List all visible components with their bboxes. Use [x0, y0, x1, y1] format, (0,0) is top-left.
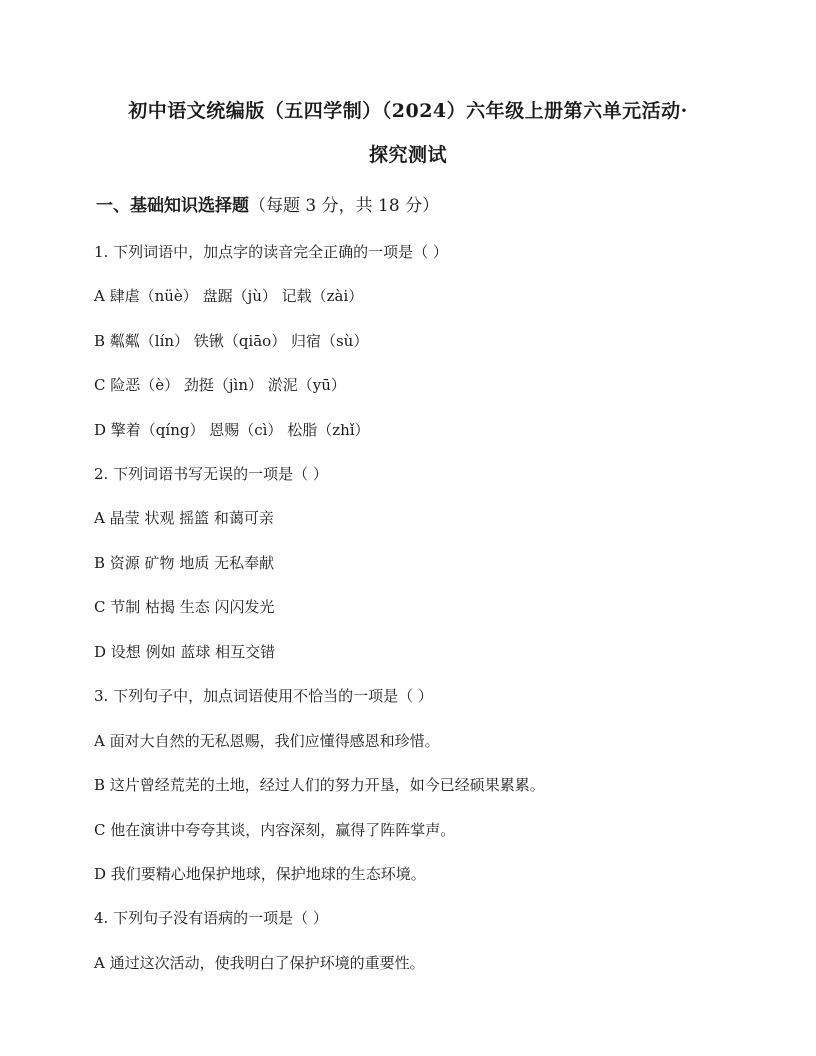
section-heading-note: （每题 3 分，共 18 分）	[249, 196, 440, 216]
question-2-option-b: B 资源 矿物 地质 无私奉献	[94, 554, 275, 572]
document-title-line-2: 探究测试	[368, 144, 447, 166]
question-1-option-d: D 擎着（qíng） 恩赐（cì） 松脂（zhǐ）	[94, 421, 370, 439]
section-heading	[96, 191, 439, 216]
question-3-option-b: B 这片曾经荒芜的土地，经过人们的努力开垦，如今已经硕果累累。	[94, 776, 545, 794]
question-3-option-d: D 我们要精心地保护地球，保护地球的生态环境。	[94, 865, 426, 883]
document-title-line-1: 初中语文统编版（五四学制）（2024）六年级上册第六单元活动·	[128, 100, 688, 122]
question-3-option-c: C 他在演讲中夸夸其谈，内容深刻，赢得了阵阵掌声。	[94, 821, 456, 839]
question-2-stem: 2. 下列词语书写无误的一项是（ ）	[94, 465, 328, 483]
question-3-option-a: A 面对大自然的无私恩赐，我们应懂得感恩和珍惜。	[94, 732, 440, 750]
question-4-option-a: A 通过这次活动，使我明白了保护环境的重要性。	[94, 954, 425, 972]
question-2-option-c: C 节制 枯揭 生态 闪闪发光	[94, 598, 275, 616]
section-heading-title: 一、基础知识选择题	[96, 196, 249, 216]
question-1-stem: 1. 下列词语中，加点字的读音完全正确的一项是（ ）	[94, 243, 448, 261]
question-1-option-a: A 肆虐（nüè） 盘踞（jù） 记载（zài）	[94, 287, 364, 305]
question-2-option-a: A 晶莹 状观 摇篮 和蔼可亲	[94, 509, 274, 527]
question-1-option-c: C 险恶（è） 劲挺（jìn） 淤泥（yū）	[94, 376, 346, 394]
question-4-stem: 4. 下列句子没有语病的一项是（ ）	[94, 909, 328, 927]
question-3-stem: 3. 下列句子中，加点词语使用不恰当的一项是（ ）	[94, 687, 433, 705]
question-2-option-d: D 设想 例如 蓝球 相互交错	[94, 643, 276, 661]
question-1-option-b: B 粼粼（lín） 铁锹（qiāo） 归宿（sù）	[94, 332, 369, 350]
